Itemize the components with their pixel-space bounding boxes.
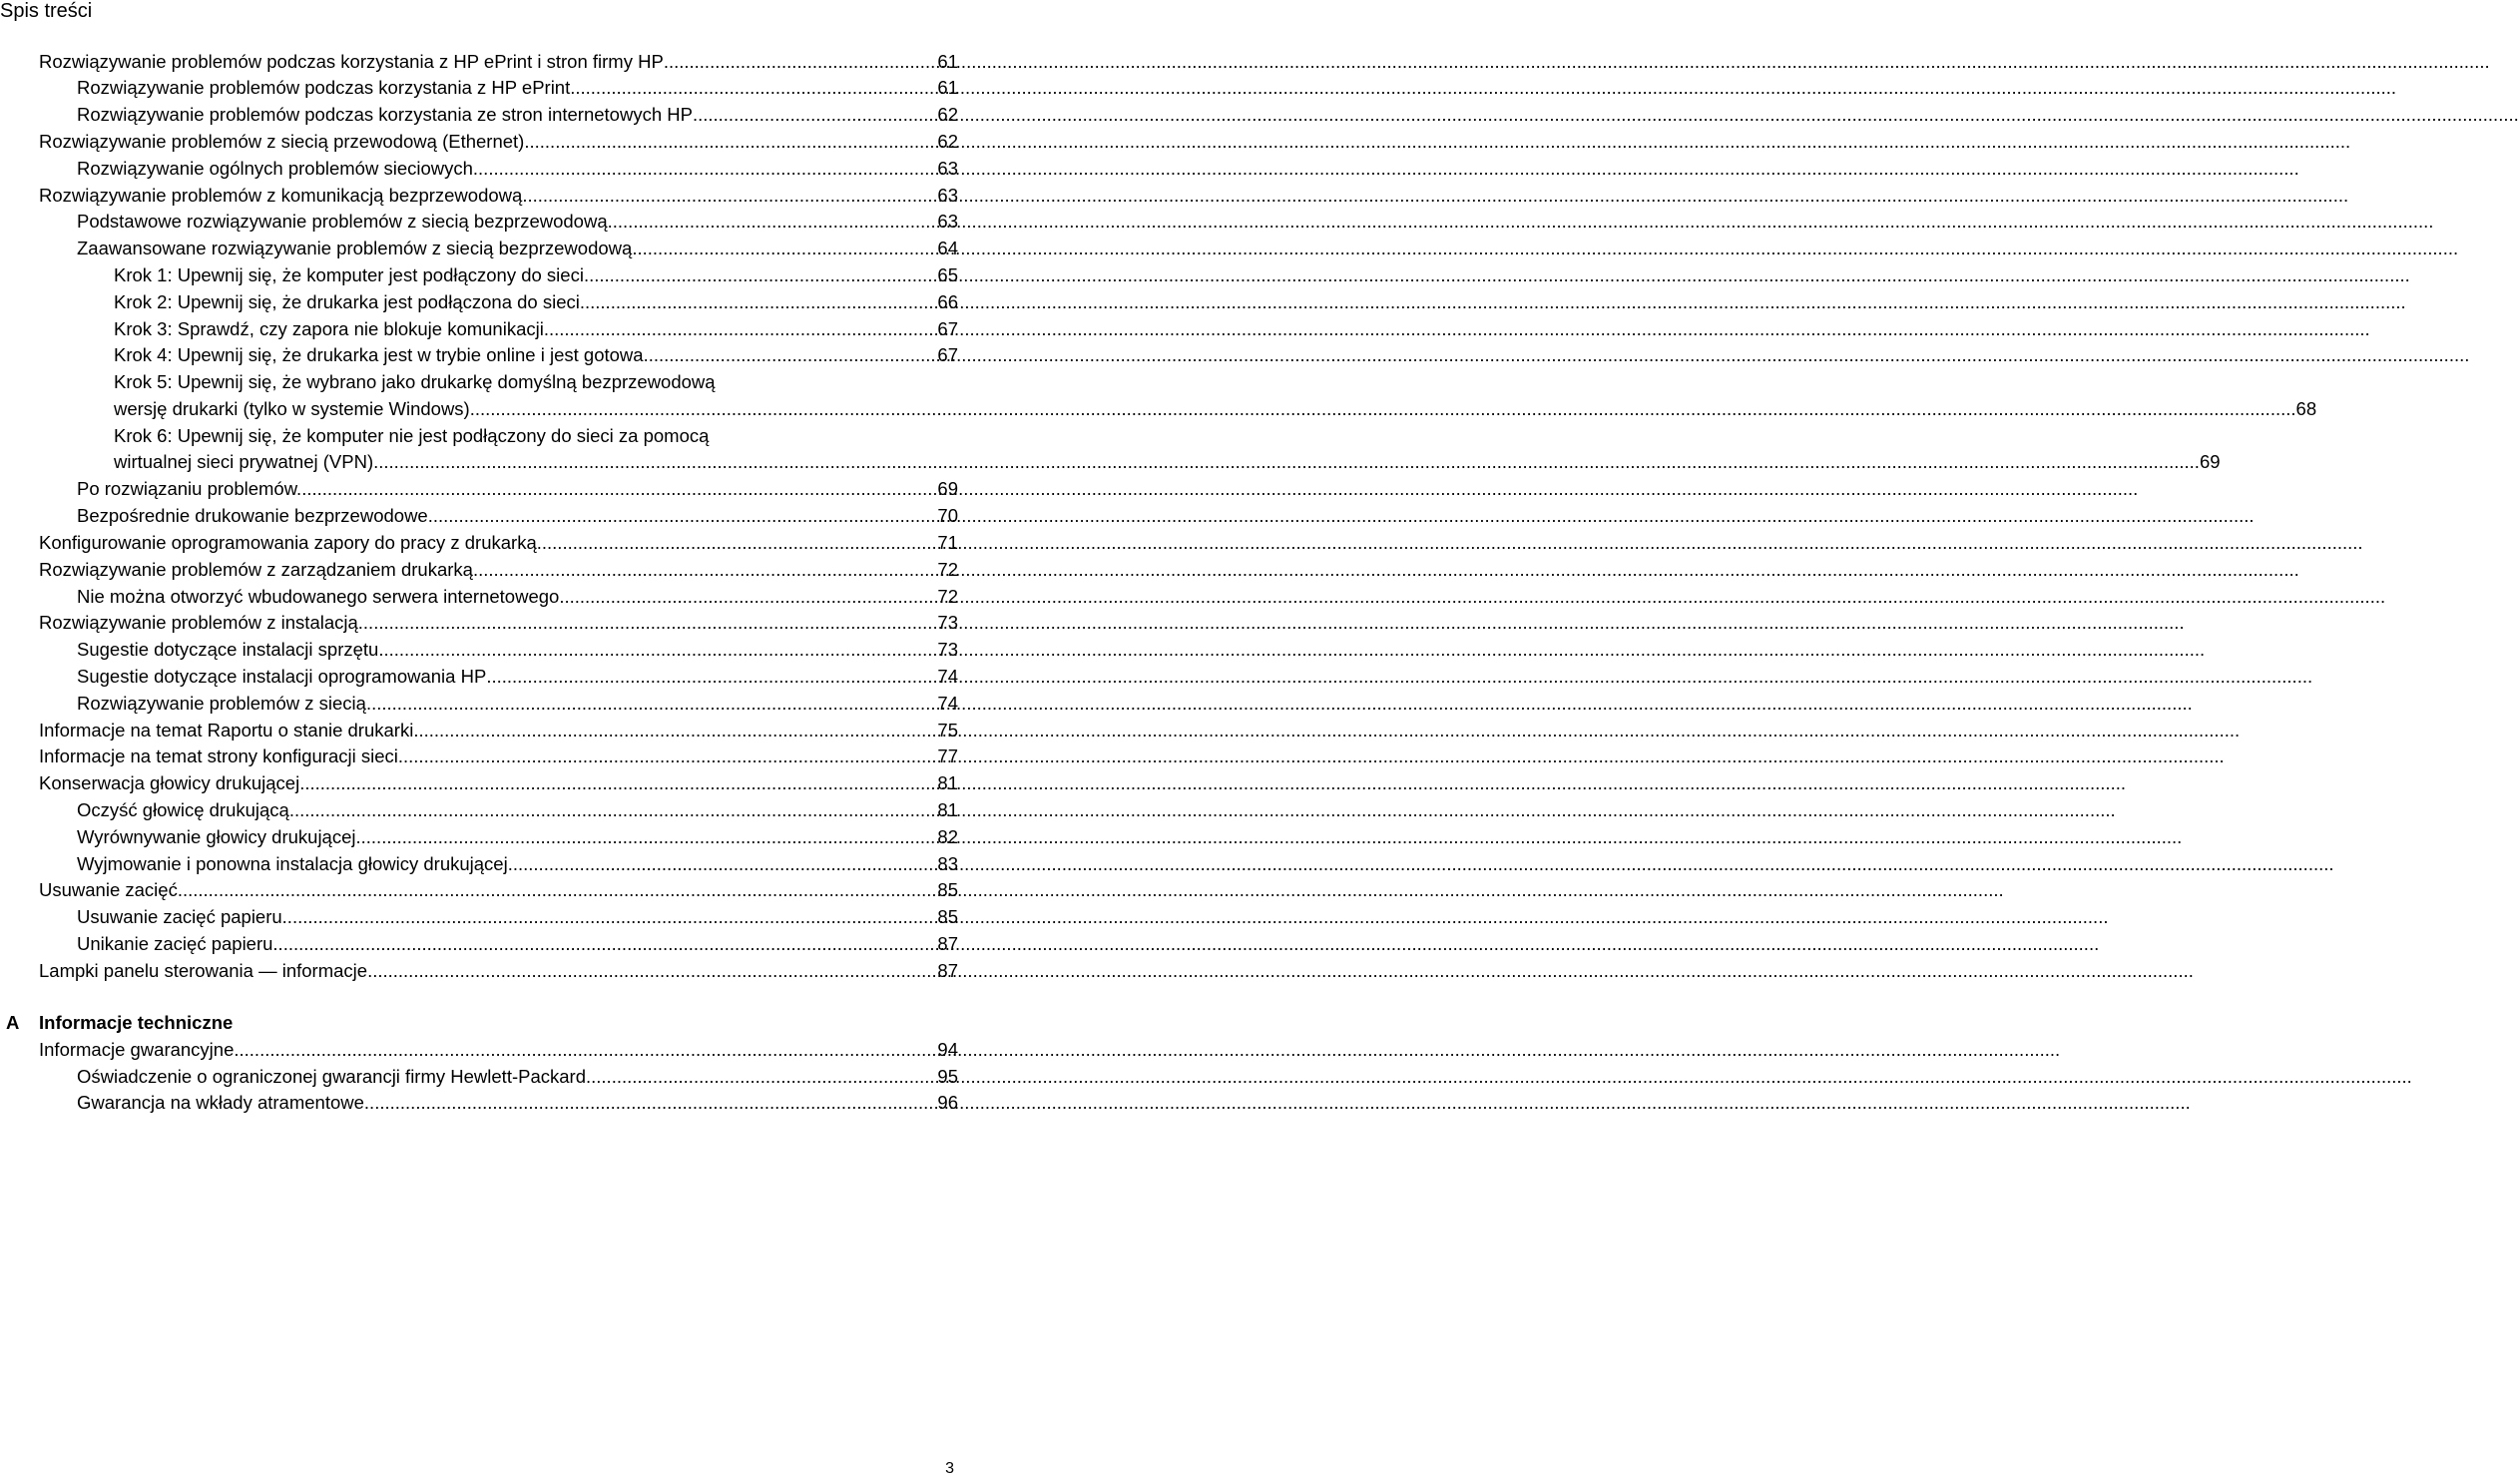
toc-entry-page: 69 xyxy=(937,478,958,500)
toc-entry-title: Informacje gwarancyjne xyxy=(39,1038,235,1060)
toc-entry-page: 69 xyxy=(2199,451,2221,473)
toc-entry-title: Bezpośrednie drukowanie bezprzewodowe xyxy=(77,505,428,527)
dot-leader xyxy=(580,289,938,316)
toc-entry-title: Rozwiązywanie problemów podczas korzystania z HP ePrint xyxy=(77,77,571,99)
toc-entry-page: 77 xyxy=(937,745,958,767)
toc-entry[interactable] xyxy=(77,156,958,183)
toc-entry-page: 72 xyxy=(937,558,958,580)
toc-entry[interactable] xyxy=(77,664,958,691)
dot-leader xyxy=(299,770,937,797)
toc-entry[interactable] xyxy=(39,49,958,76)
toc-entry-page: 68 xyxy=(2295,397,2317,419)
toc-entry[interactable] xyxy=(77,637,958,664)
toc-entry[interactable] xyxy=(39,183,958,210)
toc-entry[interactable] xyxy=(77,75,958,102)
toc-entry-title: Wyrównywanie głowicy drukującej xyxy=(77,825,356,847)
dot-leader xyxy=(544,316,938,343)
toc-entry-title: Oświadczenie o ograniczonej gwarancji firmy Hewlett-Packard xyxy=(77,1065,586,1087)
toc-entry-title: Rozwiązywanie problemów z instalacją xyxy=(39,612,358,634)
toc-entry[interactable] xyxy=(39,743,958,770)
dot-leader xyxy=(586,1064,937,1091)
toc-entry[interactable] xyxy=(39,610,958,637)
toc-entry[interactable] xyxy=(39,129,958,156)
toc-entry[interactable] xyxy=(114,369,2317,423)
toc-entry-page: 65 xyxy=(937,263,958,285)
toc-entry[interactable] xyxy=(39,530,958,557)
toc-entry-title: Usuwanie zacięć xyxy=(39,879,178,901)
toc-entry[interactable] xyxy=(39,718,958,744)
toc-entry-page: 74 xyxy=(937,665,958,687)
toc-entry-page: 81 xyxy=(937,772,958,794)
dot-leader xyxy=(570,75,937,102)
toc-entry-page: 87 xyxy=(937,959,958,981)
toc-entry[interactable] xyxy=(114,262,958,289)
toc-entry-page: 74 xyxy=(937,692,958,714)
toc-entry-page: 82 xyxy=(937,825,958,847)
dot-leader xyxy=(413,718,937,744)
appendix-letter: A xyxy=(6,1012,20,1033)
toc-entry[interactable] xyxy=(77,691,958,718)
toc-entry-title: Krok 2: Upewnij się, że drukarka jest podłączona do sieci xyxy=(114,290,580,312)
toc-entry-page: 95 xyxy=(937,1065,958,1087)
toc-entry[interactable] xyxy=(77,1090,958,1117)
toc-entry-title-continued: wersję drukarki (tylko w systemie Windows) xyxy=(114,397,470,419)
toc-entry-title: Konserwacja głowicy drukującej xyxy=(39,772,300,794)
toc-entry-page: 85 xyxy=(937,879,958,901)
page-header: Spis treści xyxy=(0,0,93,22)
toc-entry-title: Krok 3: Sprawdź, czy zapora nie blokuje komunikacji xyxy=(114,317,544,339)
toc-entry[interactable] xyxy=(77,904,958,931)
toc-entry-title: Rozwiązywanie problemów z siecią przewodową (Ethernet) xyxy=(39,130,525,152)
toc-entry-page: 61 xyxy=(937,77,958,99)
toc-entry-title: Krok 4: Upewnij się, że drukarka jest w trybie online i jest gotowa xyxy=(114,344,644,366)
dot-leader xyxy=(311,476,937,503)
toc-entry-page: 67 xyxy=(937,317,958,339)
toc-entry-page: 63 xyxy=(937,157,958,179)
toc-entry[interactable] xyxy=(77,584,958,611)
dot-leader xyxy=(428,503,938,530)
dot-leader xyxy=(356,824,938,851)
toc-entry-page: 81 xyxy=(937,798,958,820)
toc-entry[interactable] xyxy=(77,1064,958,1091)
toc-entry-page: 83 xyxy=(937,852,958,874)
dot-leader xyxy=(178,877,938,904)
toc-entry-page: 62 xyxy=(937,130,958,152)
toc-entry-title: Rozwiązywanie problemów z komunikacją bezprzewodową xyxy=(39,184,523,206)
toc-entry[interactable] xyxy=(114,423,2221,477)
toc-entry[interactable] xyxy=(77,476,958,503)
toc-entry[interactable] xyxy=(77,503,958,530)
dot-leader xyxy=(608,209,938,236)
toc-entry-title: Rozwiązywanie problemów podczas korzystania ze stron internetowych HP xyxy=(77,104,693,126)
toc-entry-title: Rozwiązywanie problemów z zarządzaniem drukarką xyxy=(39,558,473,580)
toc-entry-page: 72 xyxy=(937,585,958,607)
toc-entry-title: Informacje na temat Raportu o stanie drukarki xyxy=(39,719,414,741)
toc-entry-title: Informacje na temat strony konfiguracji sieci xyxy=(39,745,398,767)
toc-entry-page: 62 xyxy=(937,104,958,126)
dot-leader xyxy=(486,664,937,691)
toc-entry-title: Lampki panelu sterowania — informacje xyxy=(39,959,368,981)
dot-leader xyxy=(364,1090,938,1117)
toc-entry[interactable] xyxy=(114,316,958,343)
dot-leader xyxy=(289,797,938,824)
toc-entry-title: Krok 5: Upewnij się, że wybrano jako drukarkę domyślną bezprzewodową xyxy=(114,371,716,393)
toc-entry-page: 71 xyxy=(937,531,958,553)
toc-entry[interactable] xyxy=(77,102,958,129)
dot-leader xyxy=(537,530,938,557)
toc-entry[interactable] xyxy=(39,877,958,904)
toc-entry-page: 94 xyxy=(937,1038,958,1060)
toc-entry[interactable] xyxy=(77,931,958,958)
toc-entry[interactable] xyxy=(77,209,958,236)
toc-entry-title: Rozwiązywanie problemów z siecią xyxy=(77,692,366,714)
toc-entry-page: 73 xyxy=(937,639,958,661)
page-number: 3 xyxy=(945,1460,954,1477)
toc-entry-page: 61 xyxy=(937,50,958,72)
toc-entry-page: 66 xyxy=(937,290,958,312)
toc-entry-title: Oczyść głowicę drukującą xyxy=(77,798,289,820)
dot-leader xyxy=(508,851,938,878)
dot-leader xyxy=(632,236,937,262)
toc-entry-title: Usuwanie zacięć papieru xyxy=(77,906,282,928)
toc-entry-title: Rozwiązywanie ogólnych problemów sieciowych xyxy=(77,157,473,179)
toc-entry-page: 64 xyxy=(937,238,958,259)
dot-leader xyxy=(644,342,938,369)
toc-entry-page: 87 xyxy=(937,932,958,954)
toc-entry-page: 73 xyxy=(937,612,958,634)
toc-entry-page: 67 xyxy=(937,344,958,366)
toc-entry[interactable] xyxy=(77,824,958,851)
toc-entry-title-continued: wirtualnej sieci prywatnej (VPN) xyxy=(114,451,374,473)
dot-leader xyxy=(693,102,937,129)
toc-entry[interactable] xyxy=(39,958,958,985)
dot-leader xyxy=(367,958,937,985)
dot-leader xyxy=(378,637,937,664)
toc-entry-title: Konfigurowanie oprogramowania zapory do pracy z drukarką xyxy=(39,531,537,553)
dot-leader xyxy=(272,931,937,958)
toc-entry-title: Krok 6: Upewnij się, że komputer nie jest podłączony do sieci za pomocą xyxy=(114,424,710,446)
appendix-title: Informacje techniczne xyxy=(39,1012,234,1033)
toc-entry-page: 96 xyxy=(937,1092,958,1114)
dot-leader xyxy=(358,610,938,637)
toc-entry[interactable] xyxy=(114,342,958,369)
dot-leader xyxy=(373,451,2200,472)
dot-leader xyxy=(282,904,938,931)
dot-leader xyxy=(366,691,937,718)
dot-leader xyxy=(473,557,937,584)
toc-entry[interactable] xyxy=(39,770,958,797)
dot-leader xyxy=(398,743,938,770)
toc-entry-title: Sugestie dotyczące instalacji sprzętu xyxy=(77,639,379,661)
toc-entry-title: Gwarancja na wkłady atramentowe xyxy=(77,1092,364,1114)
toc-entry-page: 63 xyxy=(937,211,958,233)
toc-entry-title: Rozwiązywanie problemów podczas korzystania z HP ePrint i stron firmy HP xyxy=(39,50,664,72)
toc-entry-title: Krok 1: Upewnij się, że komputer jest podłączony do sieci xyxy=(114,263,584,285)
toc-entry-title: Sugestie dotyczące instalacji oprogramowania HP xyxy=(77,665,487,687)
toc-entry-page: 70 xyxy=(937,505,958,527)
dot-leader xyxy=(664,49,938,76)
toc-entry-page: 75 xyxy=(937,719,958,741)
toc-entry[interactable] xyxy=(39,1037,958,1064)
toc-entry[interactable] xyxy=(77,797,958,824)
dot-leader xyxy=(584,262,937,289)
dot-leader xyxy=(470,398,2296,419)
toc-entry[interactable] xyxy=(77,851,958,878)
dot-leader xyxy=(524,129,937,156)
dot-leader xyxy=(522,183,937,210)
toc-entry-title: Nie można otworzyć wbudowanego serwera internetowego xyxy=(77,585,560,607)
dot-leader xyxy=(559,584,937,611)
toc-entry-title: Wyjmowanie i ponowna instalacja głowicy drukującej xyxy=(77,852,508,874)
toc-entry-title: Zaawansowane rozwiązywanie problemów z siecią bezprzewodową xyxy=(77,238,633,259)
toc-entry-page: 63 xyxy=(937,184,958,206)
toc-entry-title: Po rozwiązaniu problemów... xyxy=(77,478,312,500)
toc-entry[interactable] xyxy=(39,557,958,584)
toc-entry-title: Podstawowe rozwiązywanie problemów z siecią bezprzewodową xyxy=(77,211,608,233)
toc-entry[interactable] xyxy=(114,289,958,316)
toc-entry-title: Unikanie zacięć papieru xyxy=(77,932,273,954)
dot-leader xyxy=(473,156,938,183)
toc-entry-page: 85 xyxy=(937,906,958,928)
dot-leader xyxy=(234,1037,937,1064)
toc-entry[interactable] xyxy=(77,236,958,262)
